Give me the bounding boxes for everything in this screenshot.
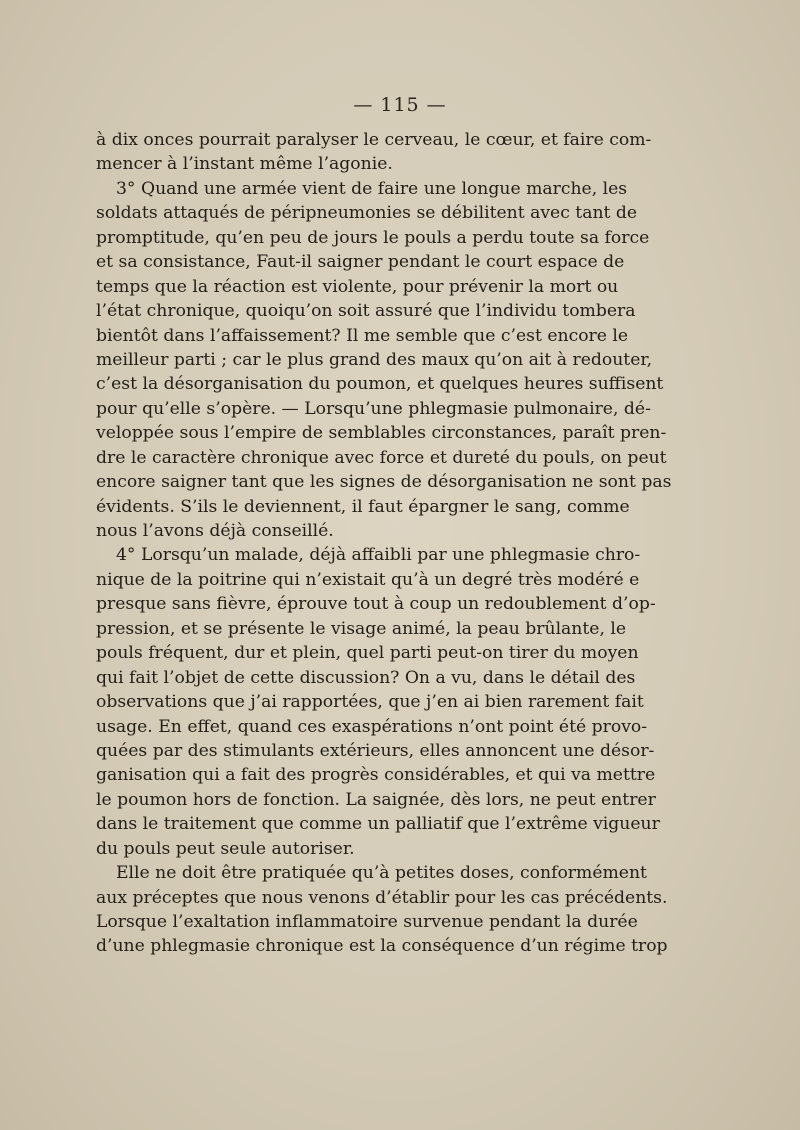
text-line: temps que la réaction est violente, pour prévenir la mort ou [96, 276, 619, 297]
text-line: l’état chronique, quoiqu’on soit assuré que l’individu tombera [96, 301, 636, 322]
text-line: meilleur parti ; car le plus grand des maux qu’on ait à redouter, [96, 349, 653, 370]
text-line: presque sans fièvre, éprouve tout à coup un redoublement d’op- [96, 594, 656, 615]
text-line: du pouls peut seule autoriser. [96, 838, 355, 859]
text-line: aux préceptes que nous venons d’établir pour les cas précédents. [96, 887, 668, 908]
text-line: 3° Quand une armée vient de faire une longue marche, les [116, 178, 628, 199]
text-line: Lorsque l’exaltation inflammatoire survenue pendant la durée [96, 912, 638, 932]
text-line: pouls fréquent, dur et plein, quel parti peut-on tirer du moyen [96, 643, 639, 664]
text-line: nous l’avons déjà conseillé. [96, 521, 334, 541]
text-line: dans le traitement que comme un palliatif que l’extrême vigueur [96, 814, 660, 835]
text-line: et sa consistance, Faut-il saigner pendant le court espace de [96, 252, 625, 273]
text-line: veloppée sous l’empire de semblables circonstances, paraît pren- [96, 423, 667, 444]
text-line: observations que j’ai rapportées, que j’en ai bien rarement fait [96, 692, 644, 713]
text-line: encore saigner tant que les signes de désorganisation ne sont pas [96, 472, 672, 493]
text-line: bientôt dans l’affaissement? Il me semble que c’est encore le [96, 325, 629, 346]
text-line: soldats attaqués de péripneumonies se débilitent avec tant de [96, 203, 638, 224]
page-number: — 115 — [353, 94, 447, 116]
text-line: dre le caractère chronique avec force et dureté du pouls, on peut [96, 447, 667, 468]
text-line: quées par des stimulants extérieurs, elles annoncent une désor- [96, 740, 655, 761]
text-line: ganisation qui a fait des progrès considérables, et qui va mettre [96, 765, 656, 786]
text-line: évidents. S’ils le deviennent, il faut épargner le sang, comme [96, 496, 630, 517]
text-line: pression, et se présente le visage animé, la peau brûlante, le [96, 618, 627, 639]
text-line: d’une phlegmasie chronique est la conséquence d’un régime trop [96, 936, 668, 957]
text-line: à dix onces pourrait paralyser le cerveau, le cœur, et faire com- [96, 130, 652, 150]
text-line: Elle ne doit être pratiquée qu’à petites doses, conformément [116, 863, 647, 884]
text-line: c’est la désorganisation du poumon, et quelques heures suffisent [96, 374, 664, 395]
text-line: qui fait l’objet de cette discussion? On a vu, dans le détail des [96, 667, 636, 688]
text-line: usage. En effet, quand ces exaspérations n’ont point été provo- [96, 716, 648, 737]
body-text [96, 128, 672, 959]
text-line: promptitude, qu’en peu de jours le pouls a perdu toute sa force [96, 227, 650, 248]
text-line: mencer à l’instant même l’agonie. [96, 154, 393, 175]
text-line: pour qu’elle s’opère. — Lorsqu’une phlegmasie pulmonaire, dé- [96, 398, 651, 419]
text-line: nique de la poitrine qui n’existait qu’à un degré très modéré e [96, 569, 640, 590]
text-line: le poumon hors de fonction. La saignée, dès lors, ne peut entrer [96, 789, 656, 810]
text-line: 4° Lorsqu’un malade, déjà affaibli par une phlegmasie chro- [116, 545, 641, 566]
